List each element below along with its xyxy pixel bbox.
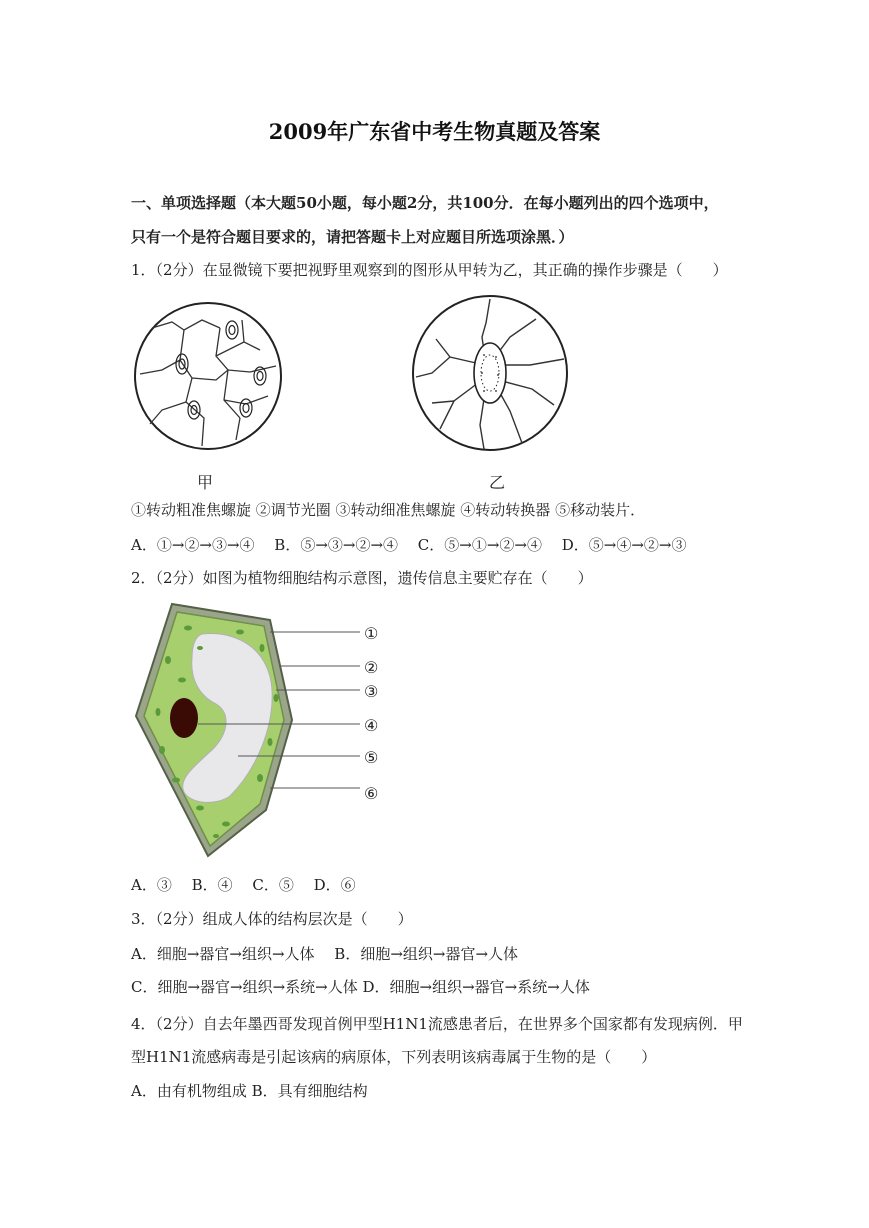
q1-steps: ①转动粗准焦螺旋 ②调节光圈 ③转动细准焦螺旋 ④转动转换器 ⑤移动装片． xyxy=(131,501,646,519)
fig-label-jia: 甲 xyxy=(197,473,214,492)
q3-options-line1: A．细胞→器官→组织→人体 B．细胞→组织→器官→人体 xyxy=(131,945,519,963)
q3-options-line2: C．细胞→器官→组织→系统→人体 D．细胞→组织→器官→系统→人体 xyxy=(131,978,590,996)
page-title: 2009年广东省中考生物真题及答案 xyxy=(268,119,601,144)
callout-1: ① xyxy=(364,624,379,643)
callout-5: ⑤ xyxy=(364,748,379,767)
q3-stem: 3．（2分）组成人体的结构层次是（ ） xyxy=(131,910,413,928)
q2-stem: 2．（2分）如图为植物细胞结构示意图，遗传信息主要贮存在（ ） xyxy=(131,569,593,587)
q4-stem-line2: 型H1N1流感病毒是引起该病的病原体，下列表明该病毒属于生物的是（ ） xyxy=(131,1048,657,1066)
section-heading-line1: 一、单项选择题（本大题50小题，每小题2分，共100分．在每小题列出的四个选项中， xyxy=(131,194,719,212)
callout-6: ⑥ xyxy=(364,784,379,803)
callout-4: ④ xyxy=(364,716,379,735)
q2-options: A．③ B．④ C．⑤ D．⑥ xyxy=(131,876,356,894)
plant-cell-figure xyxy=(130,600,390,862)
q4-options: A．由有机物组成 B．具有细胞结构 xyxy=(131,1082,368,1100)
microscope-view-b-figure xyxy=(410,293,570,453)
section-heading-line2: 只有一个是符合题目要求的，请把答题卡上对应题目所选项涂黑．） xyxy=(131,228,574,246)
q4-stem-line1: 4．（2分）自去年墨西哥发现首例甲型H1N1流感患者后，在世界多个国家都有发现病例．甲 xyxy=(131,1015,743,1033)
callout-2: ② xyxy=(364,658,379,677)
q1-stem: 1．（2分）在显微镜下要把视野里观察到的图形从甲转为乙，其正确的操作步骤是（ ） xyxy=(131,261,728,279)
q1-options: A．①→②→③→④ B．⑤→③→②→④ C．⑤→①→②→④ D．⑤→④→②→③ xyxy=(131,536,687,554)
fig-label-yi: 乙 xyxy=(489,473,506,492)
microscope-view-a-figure xyxy=(132,300,284,452)
callout-3: ③ xyxy=(364,682,379,701)
nucleus xyxy=(170,698,198,738)
